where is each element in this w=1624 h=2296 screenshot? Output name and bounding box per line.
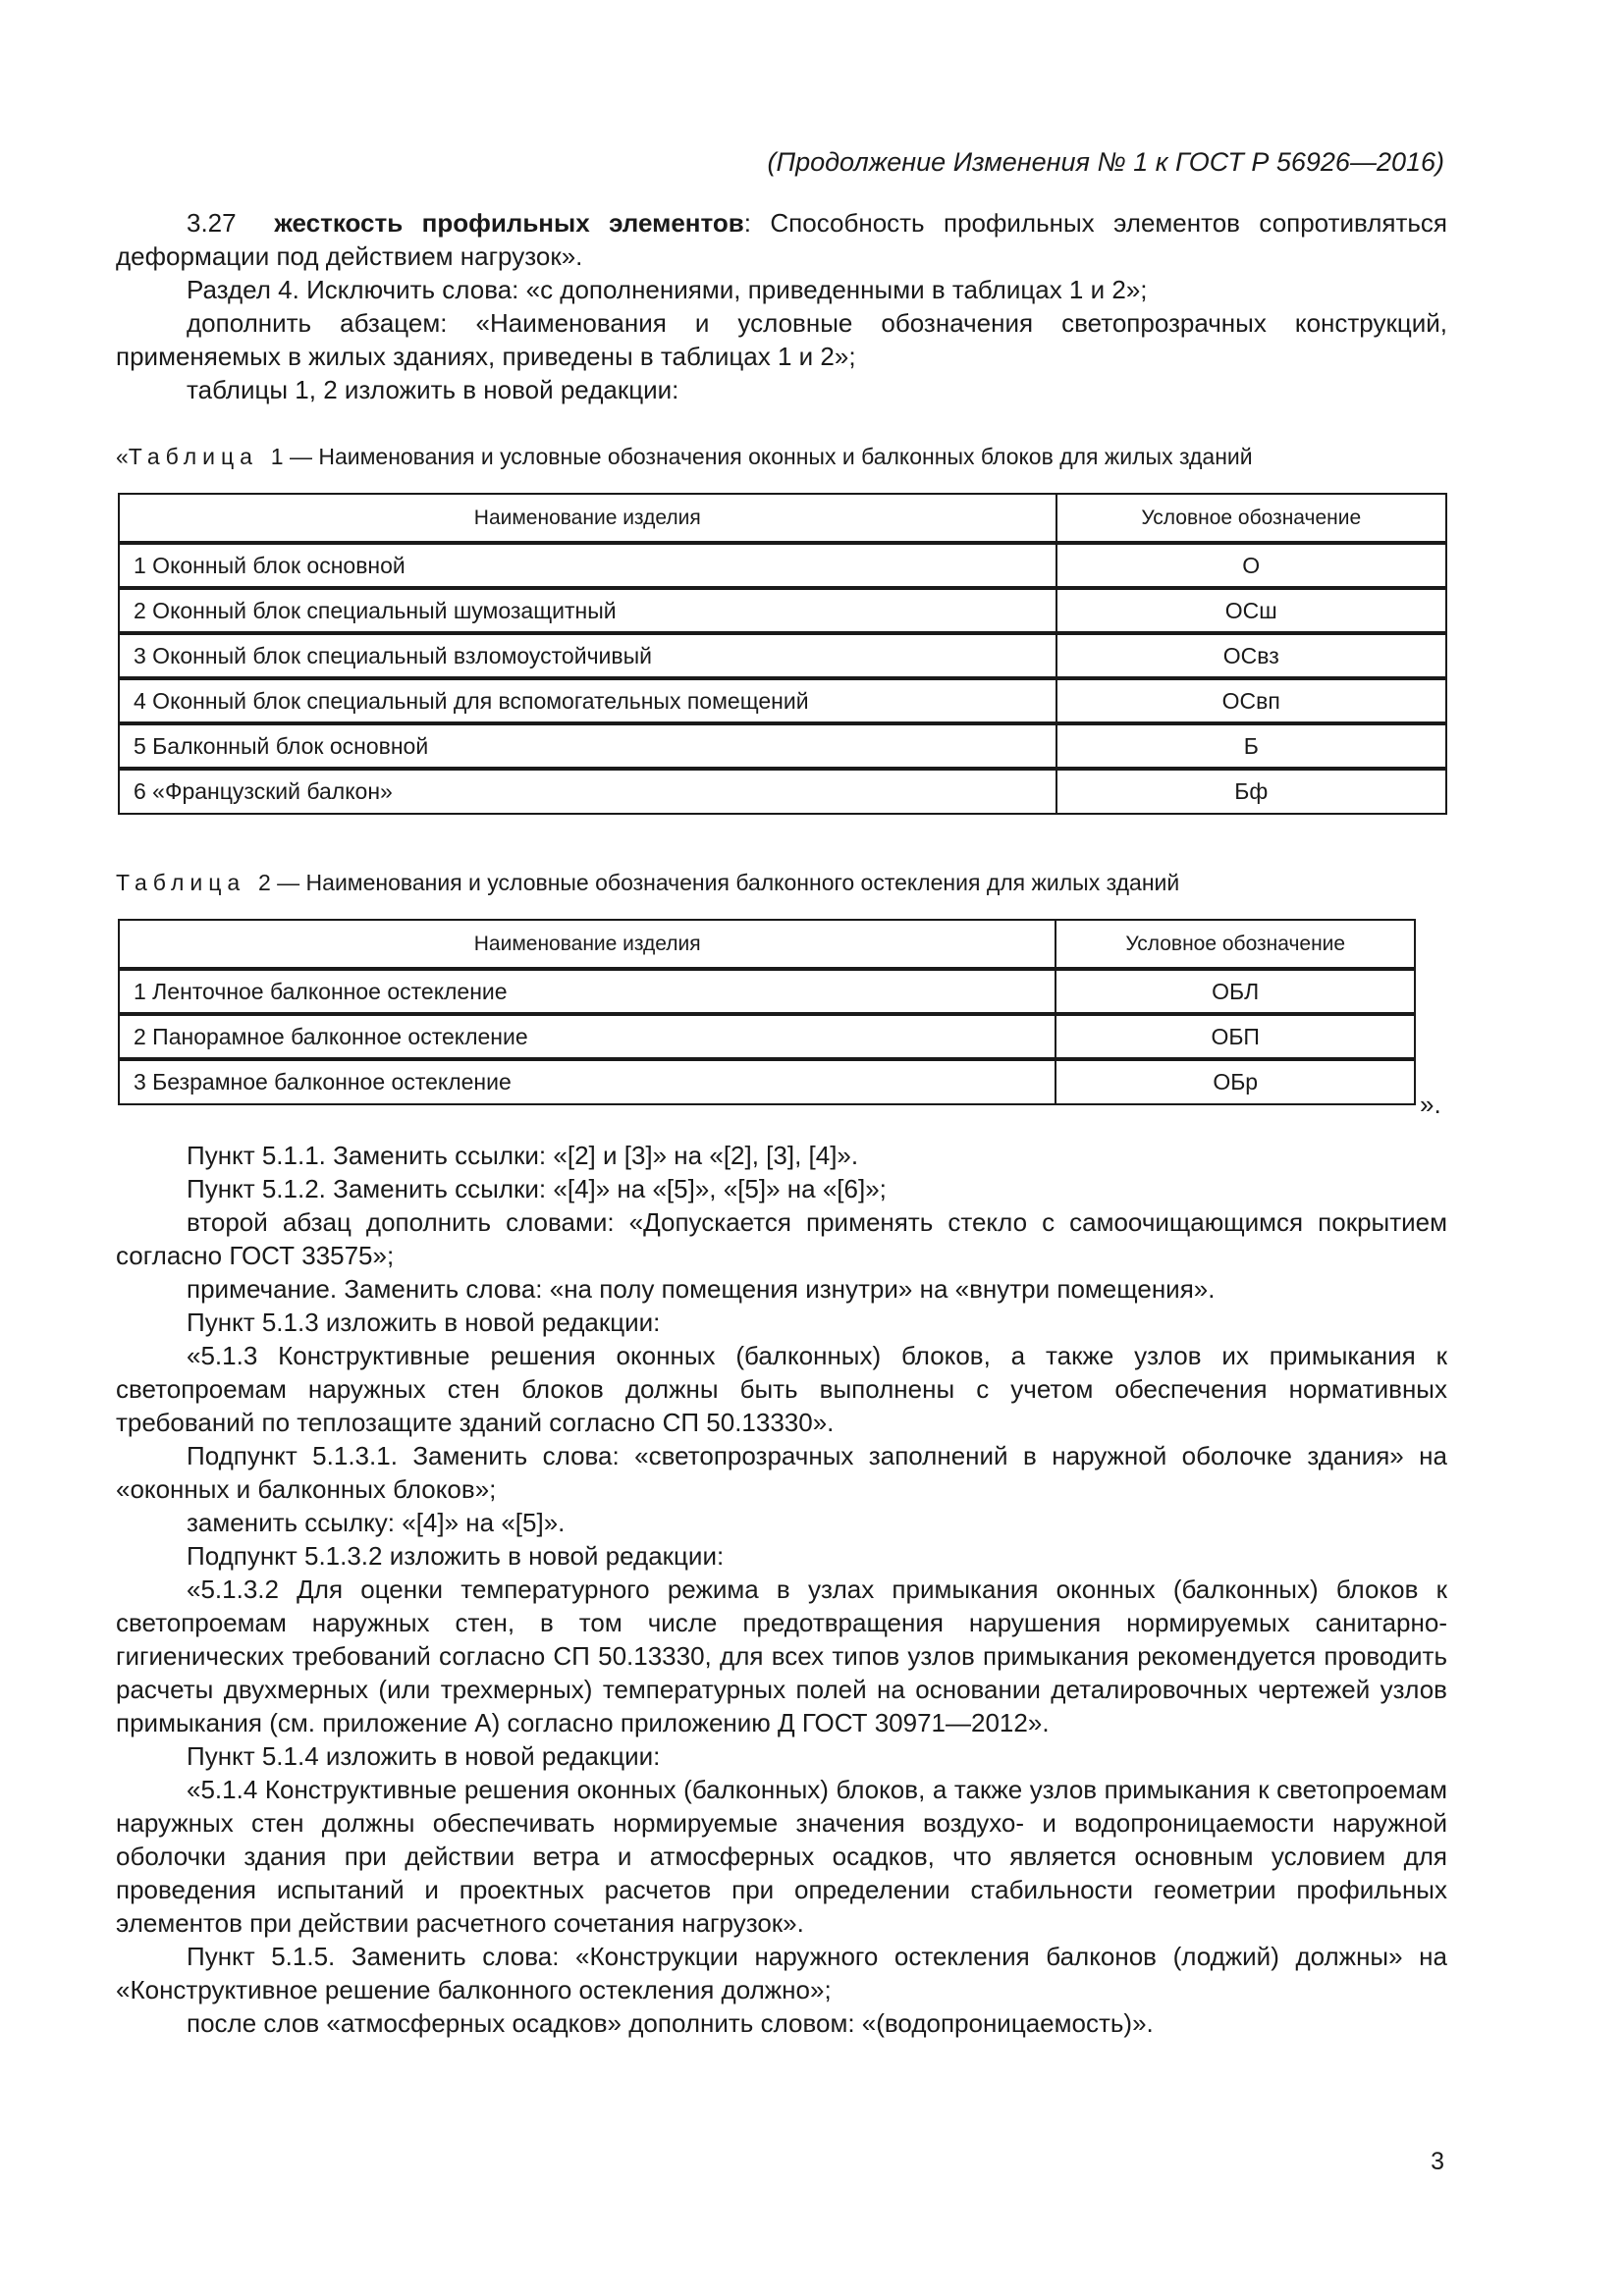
table-header-row <box>119 494 1446 543</box>
designation-cell: О <box>1056 543 1447 588</box>
paragraph: Пункт 5.1.1. Заменить ссылки: «[2] и [3]» на «[2], [3], [4]». <box>187 1141 859 1170</box>
open-quote: « <box>116 444 129 469</box>
running-header: (Продолжение Изменения № 1 к ГОСТ Р 56926—2016) <box>767 147 1444 177</box>
caption-text: 1 — Наименования и условные обозначения оконных и балконных блоков для жилых зданий <box>270 444 1253 469</box>
paragraph: Подпункт 5.1.3.2 изложить в новой редакции: <box>187 1541 725 1571</box>
designation-cell: Б <box>1056 723 1447 769</box>
table2-caption <box>116 870 1179 896</box>
designation-cell: ОСвп <box>1056 678 1447 723</box>
column-header: Условное обозначение <box>1056 920 1415 969</box>
paragraph: заменить ссылку: «[4]» на «[5]». <box>187 1508 566 1537</box>
table-row <box>119 1014 1415 1059</box>
paragraph: «5.1.4 Конструктивные решения оконных (балконных) блоков, а также узлов примыкания к светопроемам наружных стен должны обеспечивать нормируемые значения воздухо- и водопроницаемости наружной оболочки здания при действии ветра и атмосферных осадков, что является основным условием для проведения испытаний и проектных расчетов при определении стабильности геометрии профильных элементов при действии расчетного сочетания нагрузок». <box>116 1775 1447 1938</box>
paragraph: примечание. Заменить слова: «на полу помещения изнутри» на «внутри помещения». <box>187 1274 1216 1304</box>
paragraph: второй абзац дополнить словами: «Допускается применять стекло с самоочищающимся покрытием согласно ГОСТ 33575»; <box>116 1207 1447 1270</box>
designation-cell: Бф <box>1056 769 1447 814</box>
table-row <box>119 723 1446 769</box>
paragraph: «5.1.3.2 Для оценки температурного режима в узлах примыкания оконных (балконных) блоков к светопроемам наружных стен, в том числе предотвращения нарушения нормируемых санитарно-гигиенических требований согласно СП 50.13330, для всех типов узлов примыкания рекомендуется проводить расчеты двухмерных (или трехмерных) температурных полей на основании деталировочных чертежей узлов примыкания (см. приложение А) согласно приложению Д ГОСТ 30971—2012». <box>116 1575 1447 1737</box>
page-number: 3 <box>1431 2148 1444 2175</box>
designation-cell: ОБЛ <box>1056 969 1415 1014</box>
table1-caption <box>116 444 1253 470</box>
product-name-cell: 1 Оконный блок основной <box>119 543 1056 588</box>
designation-cell: ОСш <box>1056 588 1447 633</box>
product-name-cell: 6 «Французский балкон» <box>119 769 1056 814</box>
product-name-cell: 4 Оконный блок специальный для вспомогательных помещений <box>119 678 1056 723</box>
product-name-cell: 2 Панорамное балконное остекление <box>119 1014 1056 1059</box>
caption-label: Таблица <box>128 444 258 469</box>
table-row <box>119 1059 1415 1104</box>
designation-cell: ОБП <box>1056 1014 1415 1059</box>
paragraph: Пункт 5.1.2. Заменить ссылки: «[4]» на «[5]», «[5]» на «[6]»; <box>187 1174 887 1203</box>
table-row <box>119 769 1446 814</box>
paragraph: после слов «атмосферных осадков» дополнить словом: «(водопроницаемость)». <box>187 2008 1154 2038</box>
table1 <box>118 493 1447 815</box>
intro-section <box>116 206 1447 406</box>
product-name-cell: 3 Безрамное балконное остекление <box>119 1059 1056 1104</box>
designation-cell: ОБр <box>1056 1059 1415 1104</box>
product-name-cell: 5 Балконный блок основной <box>119 723 1056 769</box>
product-name-cell: 3 Оконный блок специальный взломоустойчивый <box>119 633 1056 678</box>
term: жесткость профильных элементов <box>274 208 744 238</box>
table-row <box>119 969 1415 1014</box>
table2 <box>118 919 1416 1105</box>
column-header: Наименование изделия <box>119 494 1056 543</box>
paragraph: Пункт 5.1.5. Заменить слова: «Конструкции наружного остекления балконов (лоджий) должны» на «Конструктивное решение балконного остекления должно»; <box>116 1942 1447 2004</box>
paragraph: «5.1.3 Конструктивные решения оконных (балконных) блоков, а также узлов их примыкания к светопроемам наружных стен блоков должны быть выполнены с учетом обеспечения нормативных требований по теплозащите зданий согласно СП 50.13330». <box>116 1341 1447 1437</box>
definition-paragraph <box>116 206 1447 273</box>
paragraph: Пункт 5.1.4 изложить в новой редакции: <box>187 1741 661 1771</box>
amendment-body <box>116 1139 1447 2040</box>
paragraph: таблицы 1, 2 изложить в новой редакции: <box>187 375 679 404</box>
paragraph: дополнить абзацем: «Наименования и условные обозначения светопрозрачных конструкций, применяемых в жилых зданиях, приведены в таблицах 1 и 2»; <box>116 308 1447 371</box>
product-name-cell: 2 Оконный блок специальный шумозащитный <box>119 588 1056 633</box>
column-header: Наименование изделия <box>119 920 1056 969</box>
definition-text: : Способность профильных элементов сопротивляться деформации под действием нагрузок». <box>116 208 1448 271</box>
table-row <box>119 588 1446 633</box>
column-header: Условное обозначение <box>1056 494 1447 543</box>
product-name-cell: 1 Ленточное балконное остекление <box>119 969 1056 1014</box>
table-close-quote: ». <box>1420 1090 1441 1119</box>
table-row <box>119 543 1446 588</box>
caption-text: 2 — Наименования и условные обозначения балконного остекления для жилых зданий <box>257 870 1180 895</box>
paragraph: Раздел 4. Исключить слова: «с дополнениями, приведенными в таблицах 1 и 2»; <box>187 275 1148 304</box>
table-row <box>119 678 1446 723</box>
table-row <box>119 633 1446 678</box>
clause-number: 3.27 <box>187 208 237 238</box>
paragraph: Пункт 5.1.3 изложить в новой редакции: <box>187 1308 661 1337</box>
designation-cell: ОСвз <box>1056 633 1447 678</box>
caption-label: Таблица <box>116 870 246 895</box>
table-header-row <box>119 920 1415 969</box>
paragraph: Подпункт 5.1.3.1. Заменить слова: «светопрозрачных заполнений в наружной оболочке здания» на «оконных и балконных блоков»; <box>116 1441 1447 1504</box>
